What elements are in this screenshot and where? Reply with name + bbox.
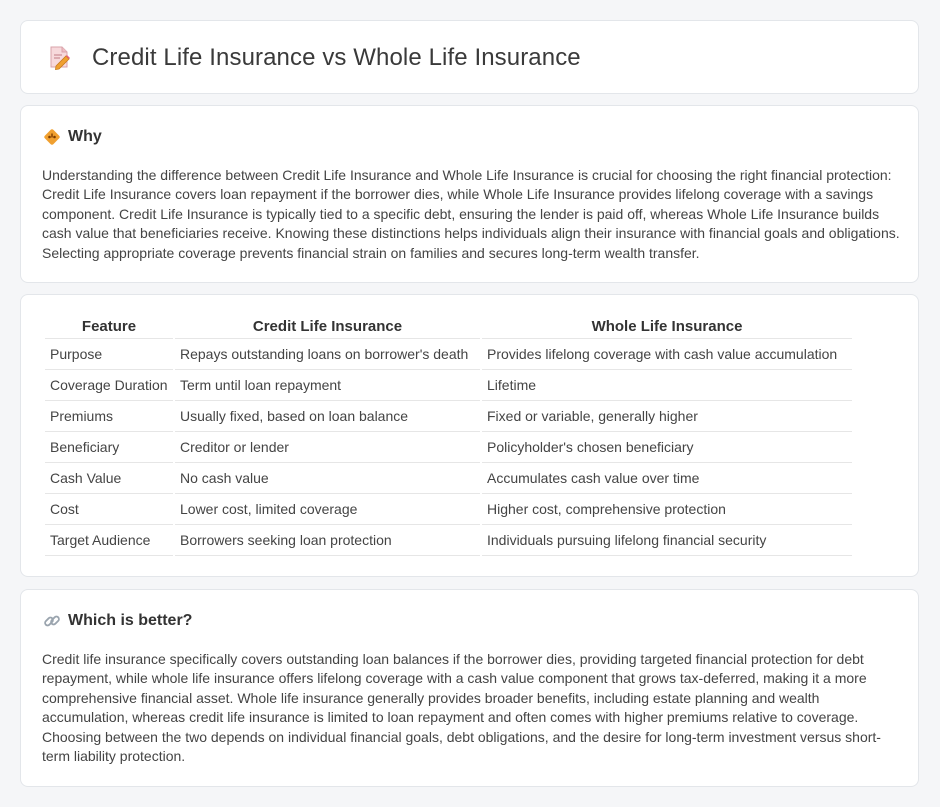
cell-whole-life: Policyholder's chosen beneficiary	[482, 432, 852, 463]
better-heading	[43, 612, 192, 630]
table-row	[45, 370, 852, 401]
cell-whole-life: Fixed or variable, generally higher	[482, 401, 852, 432]
page-title: Credit Life Insurance vs Whole Life Insurance	[92, 44, 581, 71]
document-pencil-icon	[47, 45, 71, 71]
comparison-section	[20, 294, 919, 577]
table-row	[45, 401, 852, 432]
cell-feature: Cash Value	[45, 463, 173, 494]
link-icon	[43, 612, 61, 630]
title-row	[47, 44, 581, 72]
why-heading	[43, 128, 102, 146]
header-whole-life: Whole Life Insurance	[482, 315, 852, 339]
table-header-row	[45, 315, 852, 339]
cell-whole-life: Accumulates cash value over time	[482, 463, 852, 494]
header-card	[20, 20, 919, 94]
cell-credit-life: No cash value	[175, 463, 480, 494]
cell-whole-life: Lifetime	[482, 370, 852, 401]
cell-feature: Cost	[45, 494, 173, 525]
header-credit-life: Credit Life Insurance	[175, 315, 480, 339]
header-feature: Feature	[45, 315, 173, 339]
why-section	[20, 105, 919, 283]
cell-credit-life: Creditor or lender	[175, 432, 480, 463]
cell-credit-life: Repays outstanding loans on borrower's death	[175, 339, 480, 370]
why-title: Why	[68, 128, 102, 145]
cell-whole-life: Provides lifelong coverage with cash value accumulation	[482, 339, 852, 370]
table-row	[45, 432, 852, 463]
table-row	[45, 525, 852, 556]
which-is-better-section	[20, 589, 919, 787]
cell-feature: Premiums	[45, 401, 173, 432]
table-row	[45, 339, 852, 370]
cell-whole-life: Individuals pursuing lifelong financial security	[482, 525, 852, 556]
table-row	[45, 494, 852, 525]
cell-credit-life: Borrowers seeking loan protection	[175, 525, 480, 556]
cell-whole-life: Higher cost, comprehensive protection	[482, 494, 852, 525]
cell-credit-life: Term until loan repayment	[175, 370, 480, 401]
comparison-table	[43, 315, 854, 556]
cell-credit-life: Lower cost, limited coverage	[175, 494, 480, 525]
why-text: Understanding the difference between Credit Life Insurance and Whole Life Insurance is crucial for choosing the right financial protection: Credit Life Insurance covers loan repayment if the borrower dies, while Whole Life Insurance provides lifelong coverage with a savings component. Credit Life Insurance is typically tied to a specific debt, ensuring the lender is paid off, whereas Whole Life Insurance builds cash value that beneficiaries receive. Knowing these distinctions helps individuals align their insurance with financial goals and obligations. Selecting appropriate coverage prevents financial strain on families and secures long-term wealth transfer.	[42, 167, 900, 261]
better-title: Which is better?	[68, 612, 193, 629]
diamond-warning-icon	[43, 128, 61, 146]
cell-credit-life: Usually fixed, based on loan balance	[175, 401, 480, 432]
cell-feature: Coverage Duration	[45, 370, 173, 401]
better-text: Credit life insurance specifically covers outstanding loan balances if the borrower dies, providing targeted financial protection for debt repayment, while whole life insurance offers lifelong coverage with a cash value component that grows tax-deferred, making it a more comprehensive financial asset. Whole life insurance generally provides broader benefits, including estate planning and wealth accumulation, whereas credit life insurance is limited to loan repayment and often comes with higher premiums relative to coverage. Choosing between the two depends on individual financial goals, debt obligations, and the desire for long-term investment versus short-term liability protection.	[42, 651, 881, 765]
cell-feature: Purpose	[45, 339, 173, 370]
table-row	[45, 463, 852, 494]
cell-feature: Beneficiary	[45, 432, 173, 463]
cell-feature: Target Audience	[45, 525, 173, 556]
